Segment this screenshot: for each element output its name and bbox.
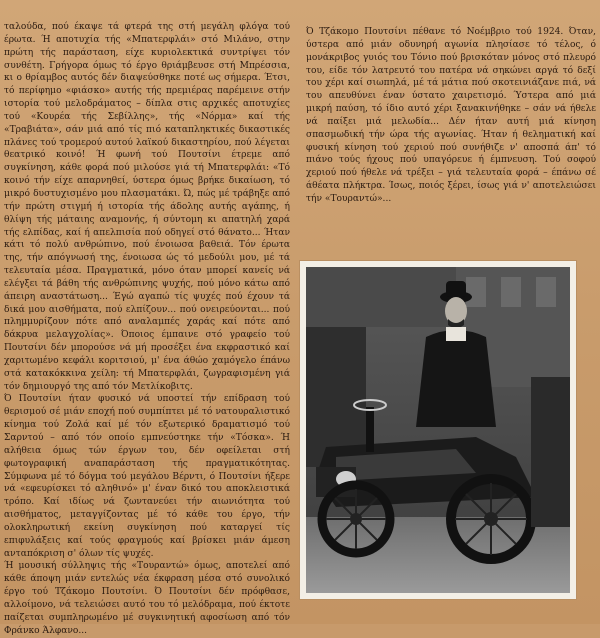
photo-frame: [300, 261, 576, 599]
left-paragraph-2: Ό Πουτσίνι ήταν φυσικό νά υποστεί τήν επίδραση τού θερισμού σέ μιάν εποχή πού συμπίπτει μέ τό νατουραλιστικό κίνημα τού Ζολά καί μέ τόν εξωτερικό δραματισμό τού Σαρντού – από τόν οποίο εμπνεύστηκε τήν «Τόσκα». Ή αλήθεια όμως τών έργων του, δέν οφείλεται στή φωτογραφική αναπαράσταση τής πραγματικότητας. Σύμφωνα μέ τό δόγμα τού μεγάλου Βέρντι, ό Πουτσίνι ήξερε νά «εφευρίσκει τό αληθινό» μ' έναν δικό του αποκλειστικά τρόπο. Καί ιδίως νά ζωντανεύει τήν αιωνιότητα τού αισθήματος, μεταγγίζοντας μέ τό κάθε του έργο, τήν ολοκληρωτική εκείνη συγκίνηση πού καταργεί τίς επιφυλάξεις καί τούς φραγμούς καί βρίσκει μιάν άμεση ανταπόκριση σ' όλων τίς ψυχές.: [4, 394, 290, 559]
left-text-column: [4, 21, 290, 638]
vintage-automobile-photo-icon: [306, 267, 570, 593]
left-paragraph-3: Ή μουσική σύλληψις τής «Τουραντώ» όμως, αποτελεί από κάθε άποψη μιάν εντελώς νέα έκφραση μέσα στό συνολικό έργο τού Τζάκομο Πουτσίνι. Ό Πουτσίνι δέν πρόφθασε, αλλοίμονο, νά τελειώσει αυτό του τό μελόδραμα, πού έκτοτε παίζεται συμπληρωμένο μέ συγκινητική αφοσίωση από τόν Φράνκο Άλφανο...: [4, 561, 290, 636]
right-text-column: [306, 26, 596, 206]
right-paragraph-1: Ό Τζάκομο Πουτσίνι πέθανε τό Νοέμβριο τού 1924. Όταν, ύστερα από μιάν οδυνηρή αγωνία πλησίασε τό τέλος, ό μονάκριβος γυιός του Τόνιο πού βρισκόταν μόνος στό πλευρό του, είδε τόν λατρευτό του πατέρα νά σηκώνει αργά τό δεξί του χέρι καί σιωπηλά, μέ τά μάτια πού σκοτεινιάζανε πιά, νά του απευθύνει έναν ύστατο χαιρετισμό. Ύστερα από μιά μικρή παύση, τό ίδιο αυτό χέρι ξανακινήθηκε – σάν νά ήθελε νά παίξει μιά μελωδία... Δέν ήταν αυτή μιά κίνηση σπασμωδική τήν ώρα τής αγωνίας. Ήταν ή θεληματική καί φυσική κίνηση τού χεριού πού συνήθιζε ν' αποσπά άπ' τό πιάνο τούς ήχους πού υπαγόρευε ή έμπνευση. Τού σοφού χεριού πού ήθελε νά τρέξει – γιά τελευταία φορά – έπάνω σέ άθέατα πλήκτρα. Ίσως, ποιός ξέρει, ίσως γιά ν' αποτελειώσει τήν «Τουραντώ»...: [306, 27, 596, 204]
left-paragraph-1: ταλούδα, πού έκαψε τά φτερά της στή μεγάλη φλόγα τού έρωτα. Ή αποτυχία τής «Μπατερφλάι» στό Μιλάνο, στην πρώτη τής παράσταση, είχε κυριολεκτικά συντρίψει τόν συνθέτη. Γρήγορα όμως τό έργο θριάμβευσε στή Μπρέσσια, κι ο θρίαμβος αυτός δέν διαψεύσθηκε ποτέ ως σήμερα. Έτσι, τό περίφημο «φιάσκο» αυτής τής πρεμιέρας παρέμεινε στήν ιστορία τού μελοδράματος – δίπλα στις αρχικές αποτυχίες τού «Κουρέα τής Σεβίλλης», τής «Νόρμα» καί τής «Τραβιάτα», σάν μιά από τίς πιό καταπληκτικές δικαστικές πλάνες τού τρομερού αυτού λαϊκού δικαστηρίου, πού λέγεται θεατρικό κοινό! Ή φωνή τού Πουτσίνι έτρεμε από συγκίνηση, κάθε φορά πού μιλούσε γιά τή Μπατερφλάι: «Τό κοινό τήν είχε απαρνηθεί, ύστερα όμως βρήκε δικαίωση, τό μικρό δυστυχισμένο μου πλασματάκι. Ώ, πώς μέ τράβηξε από τήν πρώτη στιγμή ή ιστορία τής άδολης αυτής αγάπης, ή θλίψη τής μάταιης αναμονής, ή σύντομη κι απατηλή χαρά τής ελπίδας, καί ή απελπισία πού οδηγεί στό θάνατο... Ήταν κάτι τό πολύ ανθρώπινο, πού ένοιωσα βαθειά. Τόν έρωτα της, τήν απόγνωσή της, ένοιωσα ώς τό μεδούλι μου, μέ τά τελευταία μέσα. Πραγματικά, μόνο όταν μπορεί κανείς νά ελέγξει τά βάθη τής ανθρώπινης ψυχής, πού μόνο κάτω από άπειρη αναστάτωση... Έγώ αγαπώ τίς ψυχές πού έχουν τά δικά μου αισθήματα, πού ελπίζουν... πού ονειρεύονται... πού πλημμυρίζουν πότε από αναλαμπές χαράς καί πότε από δάκρυα μελαγχολίας». Όποιος έμπαινε στό γραφείο τού Πουτσίνι δέν μπορούσε νά μή προσέξει ένα εκφραστικό καί χαριτωμένο κεφάλι κοριτσιού, μ' ένα άθώο χαμόγελο έπάνω στά κατακόκκινα χείλη: τή Μπατερφλάι, ζωγραφισμένη γιά τόν δημιουργό της από τόν Μετλίκοβιτς.: [4, 22, 290, 392]
